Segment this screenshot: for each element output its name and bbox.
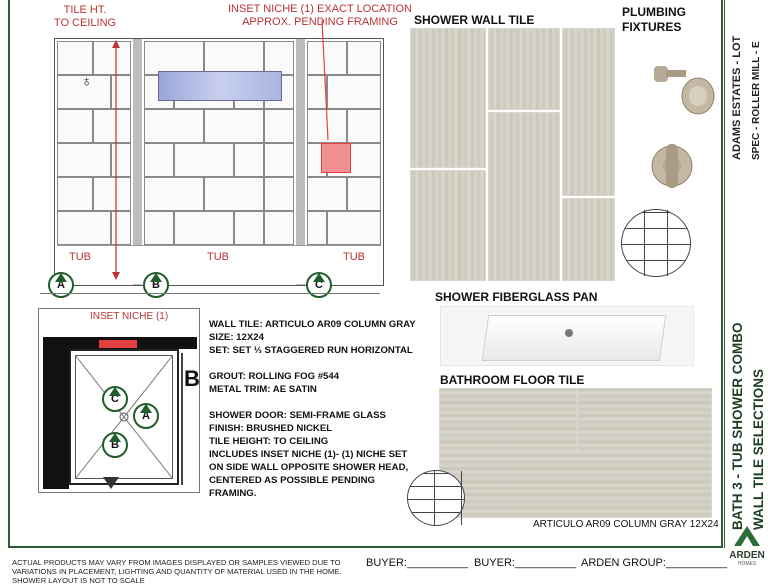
floor-tile-caption: ARTICULO AR09 COLUMN GRAY 12X24 (533, 519, 719, 530)
footer-disclaimer: ACTUAL PRODUCTS MAY VARY FROM IMAGES DISPLAYED OR SAMPLES VIEWED DUE TO VARIATIONS IN PLACEMENT, LIGHTING AND QUANTITY OF MATERIAL USED IN THE HOME. SHOWER LAYOUT IS NOT TO SCALE (12, 558, 342, 585)
spec-block (209, 318, 419, 500)
shower-wall-tile-title: SHOWER WALL TILE (414, 13, 535, 27)
shower-valve-icon: ♁ (81, 73, 93, 90)
tile-pattern-callout (621, 209, 691, 277)
spec-wall-tile: WALL TILE: ARTICULO AR09 COLUMN GRAY (209, 319, 416, 330)
inset-niche-marker (321, 143, 351, 173)
plumbing-fixtures-image (652, 58, 722, 198)
spec-shower-door: SHOWER DOOR: SEMI-FRAME GLASS (209, 410, 386, 421)
buyer-signature-2: BUYER:__________ (474, 557, 577, 569)
tub-label-2: TUB (207, 251, 229, 263)
plan-marker-b: B (102, 432, 128, 458)
arden-logo-icon (734, 526, 760, 546)
tub-label-1: TUB (69, 251, 91, 263)
plan-niche-label: INSET NICHE (1) (90, 311, 169, 322)
tile-height-label: TILE HT. TO CEILING (53, 4, 117, 29)
spec-metal-trim: METAL TRIM: AE SATIN (209, 384, 317, 395)
section-marker-c: C (306, 272, 332, 298)
spec-size: SIZE: 12X24 (209, 332, 264, 343)
niche-leader-line (318, 20, 338, 144)
plan-marker-a: A (133, 403, 159, 429)
spec-finish: FINISH: BRUSHED NICKEL (209, 423, 333, 434)
floor-tile-photo (439, 388, 712, 518)
plumbing-fixtures-title: PLUMBING FIXTURES (622, 5, 686, 34)
tub-label-3: TUB (343, 251, 365, 263)
floor-tile-title: BATHROOM FLOOR TILE (440, 373, 585, 387)
tile-height-arrow (108, 40, 124, 280)
section-marker-b: B (143, 272, 169, 298)
shower-pan-image (440, 306, 694, 366)
buyer-signature-1: BUYER:__________ (366, 557, 469, 569)
niche-location-label: INSET NICHE (1) EXACT LOCATION APPROX. PENDING FRAMING (228, 3, 412, 28)
shower-window (158, 71, 282, 101)
spec-grout: GROUT: ROLLING FOG #544 (209, 371, 340, 382)
plan-marker-c: C (102, 386, 128, 412)
shower-wall-tile-photo (410, 28, 615, 281)
plan-niche (99, 340, 137, 348)
spec-includes: INCLUDES INSET NICHE (1)- (1) NICHE SET ON SIDE WALL OPPOSITE SHOWER HEAD, CENTERED AS POSSIBLE PENDING FRAMING. (209, 449, 409, 499)
plan-drain-arrow (103, 477, 119, 489)
sheet-title-line2: WALL TILE SELECTIONS (751, 368, 766, 530)
floor-pattern-callout (407, 470, 465, 526)
shower-pan-title: SHOWER FIBERGLASS PAN (435, 290, 598, 304)
section-marker-a: A (48, 272, 74, 298)
project-line1: ADAMS ESTATES - LOT (731, 35, 743, 160)
arden-group-signature: ARDEN GROUP:__________ (581, 557, 728, 569)
spec-tile-height: TILE HEIGHT: TO CEILING (209, 436, 329, 447)
spec-set: SET: SET ⅓ STAGGERED RUN HORIZONTAL (209, 345, 413, 356)
sheet-title-line1: BATH 3 - TUB SHOWER COMBO (730, 322, 745, 530)
project-line2: SPEC - ROLLER MILL - E (751, 41, 762, 160)
arden-logo: ARDEN HOMES (726, 526, 768, 570)
